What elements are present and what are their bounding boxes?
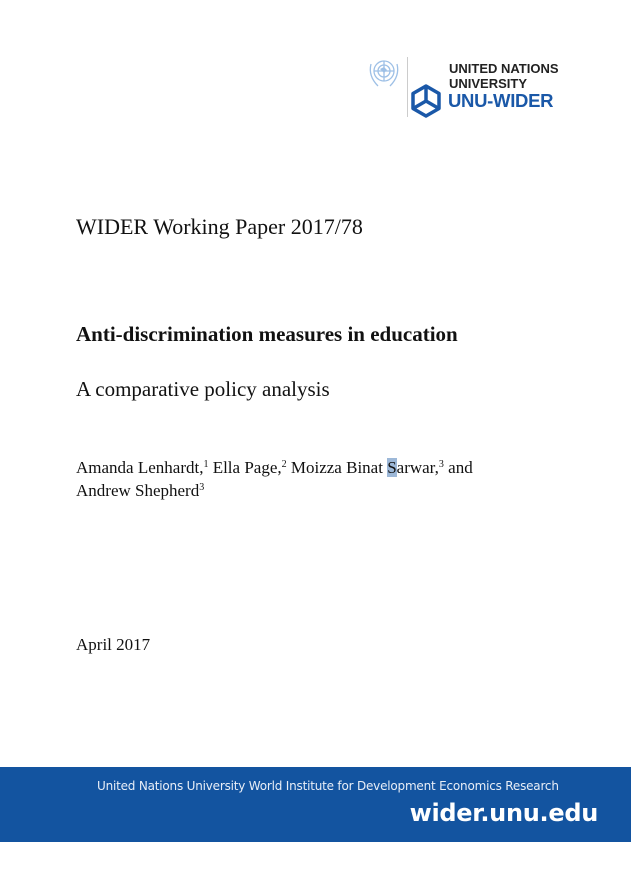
author-list	[76, 456, 473, 502]
affiliation-mark: 2	[281, 459, 287, 470]
author-name	[291, 458, 439, 477]
author-name: Ella Page,	[212, 458, 282, 477]
text-selection-highlight: S	[387, 458, 397, 477]
affiliation-mark: 3	[438, 459, 444, 470]
affiliation-mark: 3	[199, 482, 205, 493]
publication-date: April 2017	[76, 635, 151, 654]
working-paper-series: WIDER Working Paper 2017/78	[76, 214, 363, 239]
unu-wider-hexagon-icon	[409, 84, 443, 118]
author-conjunction: and	[448, 458, 473, 477]
affiliation-mark: 1	[203, 459, 209, 470]
footer-institute-name: United Nations University World Institute for Development Economics Research	[97, 779, 559, 793]
author-name: Amanda Lenhardt,	[76, 458, 204, 477]
logo-text-university: UNIVERSITY	[449, 76, 528, 91]
paper-title: Anti-discrimination measures in education	[76, 322, 458, 346]
author-name-part: Moizza Binat	[290, 458, 388, 477]
un-emblem-logo	[366, 56, 402, 90]
logo-text-united-nations: UNITED NATIONS	[449, 61, 559, 76]
logo-divider	[407, 57, 408, 117]
footer-website-link[interactable]: wider.unu.edu	[409, 799, 598, 827]
paper-subtitle: A comparative policy analysis	[76, 377, 330, 401]
logo-text-unu-wider: UNU-WIDER	[448, 90, 554, 111]
author-name: Andrew Shepherd	[76, 481, 200, 500]
footer-band	[0, 767, 631, 842]
author-name-part: arwar,	[396, 458, 439, 477]
